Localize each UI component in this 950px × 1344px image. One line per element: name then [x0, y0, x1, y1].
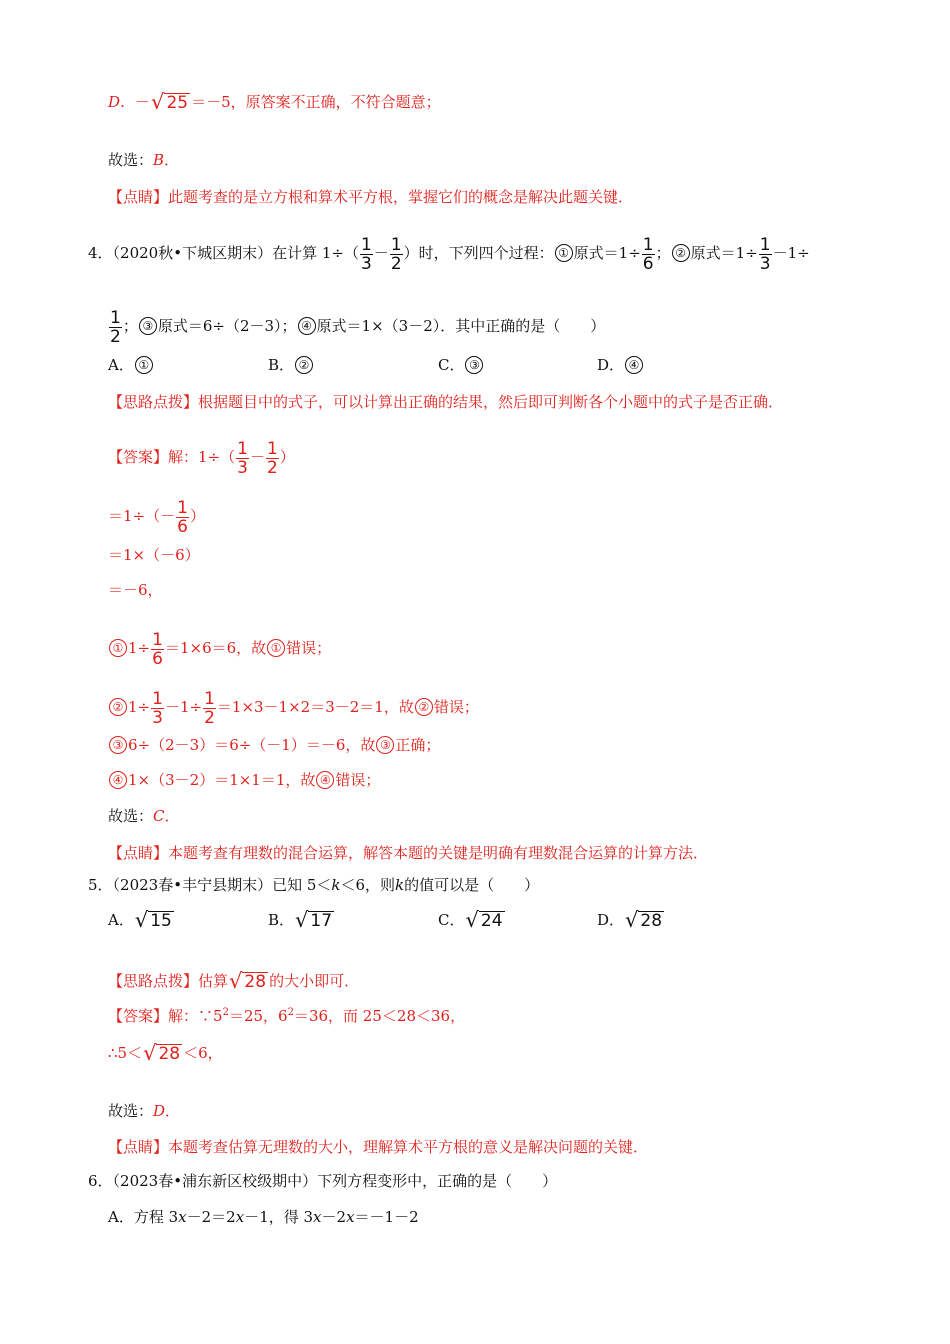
eval-text: －1÷: [164, 698, 203, 716]
circled-number: ③: [109, 736, 127, 754]
q5-option-a[interactable]: [108, 910, 175, 930]
q4-answer-line: [108, 423, 295, 491]
choose-end: ．: [164, 807, 180, 825]
q5-comment: [108, 1137, 648, 1157]
option-label: D．: [597, 356, 625, 374]
separator: ；: [122, 317, 138, 335]
q3-comment: [108, 187, 633, 207]
eval-text: 1×（3－2）＝1×1＝1，故: [128, 771, 316, 789]
question-text: 的值可以是（ ）: [404, 876, 540, 894]
fraction-1-2: [203, 690, 216, 727]
process-text: 原式＝6÷（2－3）；: [157, 317, 297, 335]
answer-text: ＝25，6: [228, 1007, 288, 1025]
answer-text: ＝36，而 25＜28＜36，: [293, 1007, 466, 1025]
option-label: C．: [438, 911, 465, 929]
variable-x: x: [235, 1208, 245, 1226]
circled-number: ①: [555, 244, 573, 262]
comment-text: 此题考查的是立方根和算术平方根，掌握它们的概念是解决此题关键．: [168, 188, 634, 206]
minus-sign: －: [249, 448, 265, 466]
option-label: C．: [438, 356, 465, 374]
answer-text: ∴5＜: [108, 1044, 143, 1062]
answer-tag: 【答案】: [108, 448, 169, 466]
numerator: 1: [642, 234, 654, 255]
numerator: 1: [360, 234, 372, 255]
option-label: B．: [268, 911, 295, 929]
q4-eval-2: [108, 673, 479, 741]
circled-number: ①: [135, 356, 153, 374]
q4-choose: [108, 806, 180, 826]
numerator: 1: [152, 688, 163, 709]
answer-text: 解：∵5: [168, 1007, 223, 1025]
option-text: 方程 3: [133, 1208, 179, 1226]
comment-tag: 【点睛】: [108, 1138, 169, 1156]
process-text: 原式＝1×（3－2）．其中正确的是（ ）: [316, 317, 606, 335]
comment-text: 本题考查估算无理数的大小，理解算术平方根的意义是解决问题的关键．: [168, 1138, 649, 1156]
option-label: A．: [108, 356, 134, 374]
denominator: 3: [759, 253, 771, 274]
numerator: 1: [204, 688, 215, 709]
fraction-1-2: [266, 440, 279, 477]
q5-option-c[interactable]: [438, 910, 506, 930]
answer-text: ＜6，: [183, 1044, 223, 1062]
q4-step3: [108, 580, 163, 600]
option-label: A．: [108, 1208, 134, 1226]
q5-hint: [108, 971, 359, 991]
q5-answer-conclusion: [108, 1043, 223, 1063]
denominator: 2: [204, 707, 215, 728]
circled-number: ①: [267, 639, 285, 657]
option-label: D．: [597, 911, 625, 929]
variable-x: x: [346, 1208, 355, 1226]
q4-hint: [108, 392, 783, 412]
radicand: 28: [158, 1044, 181, 1064]
q4-step1: [108, 482, 205, 550]
option-label: D．: [108, 93, 136, 111]
step-text: ＝1×（－6）: [108, 546, 200, 564]
eval-text: ＝1×6＝6，故: [164, 639, 267, 657]
sqrt-24: √ 24: [465, 908, 503, 932]
q5-option-b[interactable]: [268, 910, 335, 930]
choose-end: ．: [165, 1102, 181, 1120]
q4-stem-line2: [108, 292, 605, 360]
question-source: （2023春•丰宁县期末）: [112, 876, 273, 894]
denominator: 3: [152, 707, 163, 728]
eval-text: 6÷（2－3）＝6÷（－1）＝－6，故: [128, 736, 376, 754]
fraction-1-2: [390, 236, 403, 273]
fraction-1-6: [151, 631, 164, 668]
sqrt-25: √ 25: [151, 90, 189, 114]
question-text: ）时，下列四个过程：: [403, 244, 554, 262]
denominator: 3: [237, 457, 248, 478]
minus-sign: －: [373, 244, 389, 262]
question-text: 在计算 1÷（: [272, 244, 359, 262]
step-text: ＝－6，: [108, 581, 163, 599]
circled-number: ④: [298, 317, 316, 335]
q6-option-a[interactable]: [108, 1207, 419, 1227]
denominator: 2: [110, 326, 121, 347]
q4-option-a[interactable]: [108, 355, 154, 375]
hint-tag: 【思路点拨】: [108, 393, 199, 411]
sqrt-28: √ 28: [229, 969, 267, 993]
q3-option-d-line: [108, 92, 441, 112]
denominator: 6: [642, 253, 654, 274]
q4-step2: [108, 545, 200, 565]
circled-number: ②: [109, 698, 127, 716]
denominator: 6: [152, 648, 163, 669]
q4-option-c[interactable]: [438, 355, 484, 375]
radicand: 17: [310, 911, 333, 931]
q4-eval-4: [108, 770, 380, 790]
q4-eval-3: [108, 735, 440, 755]
variable-k: k: [395, 876, 405, 894]
numerator: 1: [237, 438, 248, 459]
comment-text: 本题考查有理数的混合运算，解答本题的关键是明确有理数混合运算的计算方法．: [168, 844, 709, 862]
choose-label: 故选：: [108, 1102, 154, 1120]
numerator: 1: [110, 307, 121, 328]
radicand: 24: [480, 911, 503, 931]
q5-stem: [88, 875, 539, 895]
sqrt-15: √ 15: [134, 908, 172, 932]
answer-tag: 【答案】: [108, 1007, 169, 1025]
choose-end: ．: [164, 151, 180, 169]
eval-text: 错误；: [433, 698, 479, 716]
circled-number: ④: [316, 771, 334, 789]
denominator: 6: [177, 516, 188, 537]
circled-number: ①: [109, 639, 127, 657]
choose-label: 故选：: [108, 151, 154, 169]
denominator: 3: [360, 253, 372, 274]
hint-text: 根据题目中的式子，可以计算出正确的结果，然后即可判断各个小题中的式子是否正确．: [198, 393, 784, 411]
hint-text: 的大小即可．: [269, 972, 360, 990]
q5-option-d[interactable]: [597, 910, 665, 930]
q5-answer: [108, 1006, 465, 1026]
q4-eval-1: [108, 614, 331, 682]
q4-option-b[interactable]: [268, 355, 314, 375]
fraction-1-2: [109, 309, 122, 346]
comment-tag: 【点睛】: [108, 844, 169, 862]
numerator: 1: [266, 438, 278, 459]
radicand: 15: [150, 911, 172, 931]
step-text: ＝1÷（－: [108, 507, 176, 525]
choose-answer: C: [153, 807, 165, 825]
variable-k: k: [331, 876, 341, 894]
variable-x: x: [313, 1208, 322, 1226]
circled-number: ③: [465, 356, 483, 374]
denominator: 2: [266, 457, 278, 478]
question-text: 已知 5＜: [272, 876, 332, 894]
option-text: －2: [321, 1208, 347, 1226]
fraction-1-6: [176, 499, 189, 536]
eval-text: 错误；: [286, 639, 332, 657]
circled-number: ②: [295, 356, 313, 374]
q4-stem-line1: [88, 219, 810, 287]
q4-comment: [108, 843, 708, 863]
process-text: 原式＝1÷: [573, 244, 641, 262]
choose-answer: D: [153, 1102, 166, 1120]
eval-text: 1÷: [128, 639, 151, 657]
exponent: 2: [287, 1007, 294, 1018]
process-text: 原式＝1÷: [690, 244, 758, 262]
radicand: 28: [640, 911, 663, 931]
numerator: 1: [177, 497, 188, 518]
exponent: 2: [222, 1007, 229, 1018]
fraction-1-6: [642, 236, 655, 273]
fraction-1-3: [360, 236, 373, 273]
q3-choose: [108, 150, 179, 170]
question-source: （2023春•浦东新区校级期中）: [112, 1172, 318, 1190]
separator: ；: [655, 244, 671, 262]
choose-answer: B: [153, 151, 165, 169]
comment-tag: 【点睛】: [108, 188, 169, 206]
variable-x: x: [178, 1208, 187, 1226]
circled-number: ②: [672, 244, 690, 262]
radicand: 25: [166, 93, 189, 113]
circled-number: ④: [109, 771, 127, 789]
numerator: 1: [152, 629, 163, 650]
question-number: 4．: [88, 244, 113, 262]
question-number: 5．: [88, 876, 113, 894]
option-label: B．: [268, 356, 295, 374]
fraction-1-3: [151, 690, 164, 727]
option-text: －1，得 3: [244, 1208, 314, 1226]
step-text: ）: [189, 507, 205, 525]
eval-text: 错误；: [335, 771, 381, 789]
hint-tag: 【思路点拨】: [108, 972, 199, 990]
minus-sign: －: [135, 93, 151, 111]
circled-number: ③: [139, 317, 157, 335]
eval-text: ＝1×3－1×2＝3－2＝1，故: [216, 698, 414, 716]
option-text: －2＝2: [186, 1208, 236, 1226]
circled-number: ③: [376, 736, 394, 754]
q6-stem: [88, 1171, 557, 1191]
numerator: 1: [390, 234, 402, 255]
q5-choose: [108, 1101, 180, 1121]
fraction-1-3: [236, 440, 249, 477]
question-number: 6．: [88, 1172, 113, 1190]
denominator: 2: [390, 253, 402, 274]
q4-option-d[interactable]: [597, 355, 644, 375]
eval-text: 1÷: [128, 698, 151, 716]
numerator: 1: [759, 234, 771, 255]
process-text: －1÷: [772, 244, 810, 262]
sqrt-17: √ 17: [295, 908, 333, 932]
fraction-1-3: [759, 236, 772, 273]
question-text: 下列方程变形中，正确的是（ ）: [317, 1172, 558, 1190]
option-text: ＝－1－2: [354, 1208, 419, 1226]
question-text: ＜6，则: [340, 876, 396, 894]
answer-text: 解：1÷（: [168, 448, 236, 466]
choose-label: 故选：: [108, 807, 154, 825]
question-source: （2020秋•下城区期末）: [112, 244, 273, 262]
radicand: 28: [244, 972, 267, 992]
answer-text: ）: [279, 448, 295, 466]
eval-text: 正确；: [395, 736, 441, 754]
sqrt-28: √ 28: [625, 908, 663, 932]
hint-text: 估算: [198, 972, 229, 990]
circled-number: ④: [625, 356, 643, 374]
option-label: A．: [108, 911, 134, 929]
option-text: ＝－5，原答案不正确，不符合题意；: [191, 93, 441, 111]
circled-number: ②: [415, 698, 433, 716]
sqrt-28: √ 28: [143, 1041, 181, 1065]
